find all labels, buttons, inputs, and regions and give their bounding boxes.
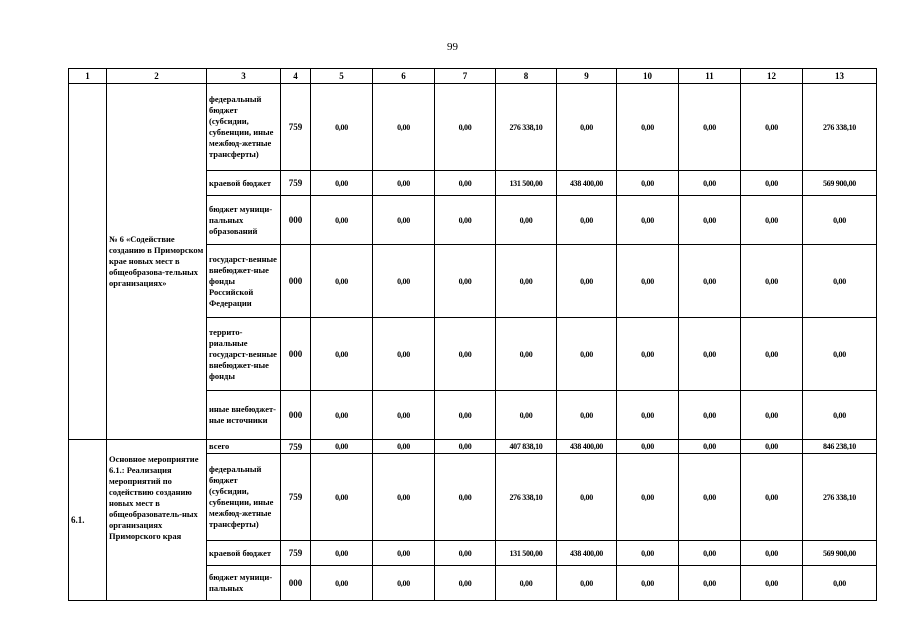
value-cell: 0,00 — [435, 541, 496, 566]
value-cell: 0,00 — [311, 196, 373, 245]
value-cell: 0,00 — [311, 245, 373, 318]
code-cell: 000 — [281, 245, 311, 318]
code-cell: 000 — [281, 566, 311, 601]
value-cell: 0,00 — [741, 318, 803, 391]
value-cell: 0,00 — [435, 318, 496, 391]
code-cell: 000 — [281, 196, 311, 245]
value-cell: 0,00 — [373, 541, 435, 566]
value-cell: 0,00 — [496, 245, 557, 318]
value-cell: 0,00 — [373, 391, 435, 440]
value-cell: 0,00 — [373, 196, 435, 245]
value-cell: 0,00 — [617, 318, 679, 391]
value-cell: 0,00 — [679, 245, 741, 318]
value-cell: 276 338,10 — [803, 454, 877, 541]
value-cell: 0,00 — [803, 245, 877, 318]
value-cell: 131 500,00 — [496, 541, 557, 566]
value-cell: 0,00 — [741, 440, 803, 454]
value-cell: 0,00 — [741, 454, 803, 541]
value-cell: 407 838,10 — [496, 440, 557, 454]
value-cell: 0,00 — [435, 566, 496, 601]
value-cell: 0,00 — [617, 541, 679, 566]
value-cell: 0,00 — [679, 196, 741, 245]
funding-source-cell: бюджет муници-пальных образований — [207, 196, 281, 245]
value-cell: 0,00 — [617, 566, 679, 601]
value-cell: 0,00 — [803, 566, 877, 601]
funding-source-cell: всего — [207, 440, 281, 454]
value-cell: 0,00 — [435, 196, 496, 245]
value-cell: 0,00 — [617, 454, 679, 541]
value-cell: 0,00 — [435, 391, 496, 440]
value-cell: 0,00 — [373, 84, 435, 171]
funding-source-cell: федеральный бюджет (субсидии, субвенции, иные межбюд-жетные трансферты) — [207, 84, 281, 171]
value-cell: 0,00 — [741, 171, 803, 196]
value-cell: 0,00 — [373, 454, 435, 541]
column-header: 5 — [311, 69, 373, 84]
value-cell: 0,00 — [617, 196, 679, 245]
value-cell: 0,00 — [679, 541, 741, 566]
value-cell: 0,00 — [557, 391, 617, 440]
value-cell: 0,00 — [557, 84, 617, 171]
value-cell: 0,00 — [617, 171, 679, 196]
value-cell: 0,00 — [373, 440, 435, 454]
column-header: 13 — [803, 69, 877, 84]
code-cell: 759 — [281, 440, 311, 454]
value-cell: 0,00 — [803, 196, 877, 245]
code-cell: 000 — [281, 391, 311, 440]
value-cell: 438 400,00 — [557, 440, 617, 454]
value-cell: 276 338,10 — [496, 454, 557, 541]
value-cell: 0,00 — [679, 454, 741, 541]
program-name-cell: № 6 «Содействие созданию в Приморском крае новых мест в общеобразова-тельных организациях» — [107, 84, 207, 440]
value-cell: 0,00 — [557, 566, 617, 601]
value-cell: 0,00 — [496, 196, 557, 245]
value-cell: 0,00 — [435, 440, 496, 454]
value-cell: 0,00 — [557, 318, 617, 391]
value-cell: 0,00 — [311, 566, 373, 601]
value-cell: 0,00 — [679, 171, 741, 196]
column-header: 12 — [741, 69, 803, 84]
value-cell: 0,00 — [741, 541, 803, 566]
funding-source-cell: иные внебюджет-ные источники — [207, 391, 281, 440]
funding-source-cell: краевой бюджет — [207, 171, 281, 196]
value-cell: 0,00 — [373, 245, 435, 318]
code-cell: 759 — [281, 541, 311, 566]
value-cell: 438 400,00 — [557, 171, 617, 196]
value-cell: 0,00 — [679, 566, 741, 601]
column-header: 6 — [373, 69, 435, 84]
value-cell: 0,00 — [311, 171, 373, 196]
value-cell: 0,00 — [617, 440, 679, 454]
value-cell: 0,00 — [373, 318, 435, 391]
column-header: 1 — [69, 69, 107, 84]
row-number-cell: 6.1. — [69, 440, 107, 601]
value-cell: 0,00 — [311, 84, 373, 171]
value-cell: 846 238,10 — [803, 440, 877, 454]
value-cell: 0,00 — [557, 196, 617, 245]
budget-table — [68, 68, 877, 601]
value-cell: 131 500,00 — [496, 171, 557, 196]
value-cell: 0,00 — [496, 391, 557, 440]
value-cell: 0,00 — [741, 566, 803, 601]
value-cell: 0,00 — [741, 245, 803, 318]
value-cell: 0,00 — [435, 84, 496, 171]
value-cell: 0,00 — [679, 391, 741, 440]
column-header: 3 — [207, 69, 281, 84]
funding-source-cell: бюджет муници-пальных — [207, 566, 281, 601]
column-header: 4 — [281, 69, 311, 84]
column-header: 8 — [496, 69, 557, 84]
funding-source-cell: федеральный бюджет (субсидии, субвенции, иные межбюд-жетные трансферты) — [207, 454, 281, 541]
column-header: 7 — [435, 69, 496, 84]
value-cell: 0,00 — [496, 318, 557, 391]
funding-source-cell: государст-венные внебюджет-ные фонды Российской Федерации — [207, 245, 281, 318]
value-cell: 276 338,10 — [803, 84, 877, 171]
code-cell: 759 — [281, 84, 311, 171]
value-cell: 0,00 — [557, 245, 617, 318]
value-cell: 569 900,00 — [803, 171, 877, 196]
value-cell: 0,00 — [496, 566, 557, 601]
table-row — [69, 84, 877, 171]
row-number-cell — [69, 84, 107, 440]
value-cell: 276 338,10 — [496, 84, 557, 171]
page-number: 99 — [447, 41, 458, 53]
column-header: 9 — [557, 69, 617, 84]
value-cell: 0,00 — [311, 454, 373, 541]
value-cell: 0,00 — [617, 84, 679, 171]
value-cell: 569 900,00 — [803, 541, 877, 566]
activity-name-cell: Основное мероприятие 6.1.: Реализация мероприятий по содействию созданию новых мест в общеобразователь-ных организациях Приморского края — [107, 440, 207, 601]
funding-source-cell: краевой бюджет — [207, 541, 281, 566]
code-cell: 759 — [281, 171, 311, 196]
value-cell: 0,00 — [617, 245, 679, 318]
value-cell: 0,00 — [741, 84, 803, 171]
column-header: 2 — [107, 69, 207, 84]
value-cell: 0,00 — [741, 391, 803, 440]
value-cell: 0,00 — [679, 318, 741, 391]
column-header: 11 — [679, 69, 741, 84]
value-cell: 0,00 — [741, 196, 803, 245]
value-cell: 0,00 — [373, 171, 435, 196]
value-cell: 0,00 — [435, 171, 496, 196]
value-cell: 0,00 — [435, 454, 496, 541]
value-cell: 0,00 — [311, 318, 373, 391]
value-cell: 0,00 — [311, 440, 373, 454]
header-row — [69, 69, 877, 84]
code-cell: 000 — [281, 318, 311, 391]
value-cell: 0,00 — [679, 440, 741, 454]
value-cell: 0,00 — [557, 454, 617, 541]
value-cell: 0,00 — [803, 318, 877, 391]
funding-source-cell: террито-риальные государст-венные внебюджет-ные фонды — [207, 318, 281, 391]
code-cell: 759 — [281, 454, 311, 541]
value-cell: 0,00 — [373, 566, 435, 601]
value-cell: 0,00 — [435, 245, 496, 318]
column-header: 10 — [617, 69, 679, 84]
value-cell: 0,00 — [311, 541, 373, 566]
value-cell: 0,00 — [617, 391, 679, 440]
value-cell: 0,00 — [803, 391, 877, 440]
value-cell: 438 400,00 — [557, 541, 617, 566]
value-cell: 0,00 — [679, 84, 741, 171]
table-row — [69, 440, 877, 454]
value-cell: 0,00 — [311, 391, 373, 440]
